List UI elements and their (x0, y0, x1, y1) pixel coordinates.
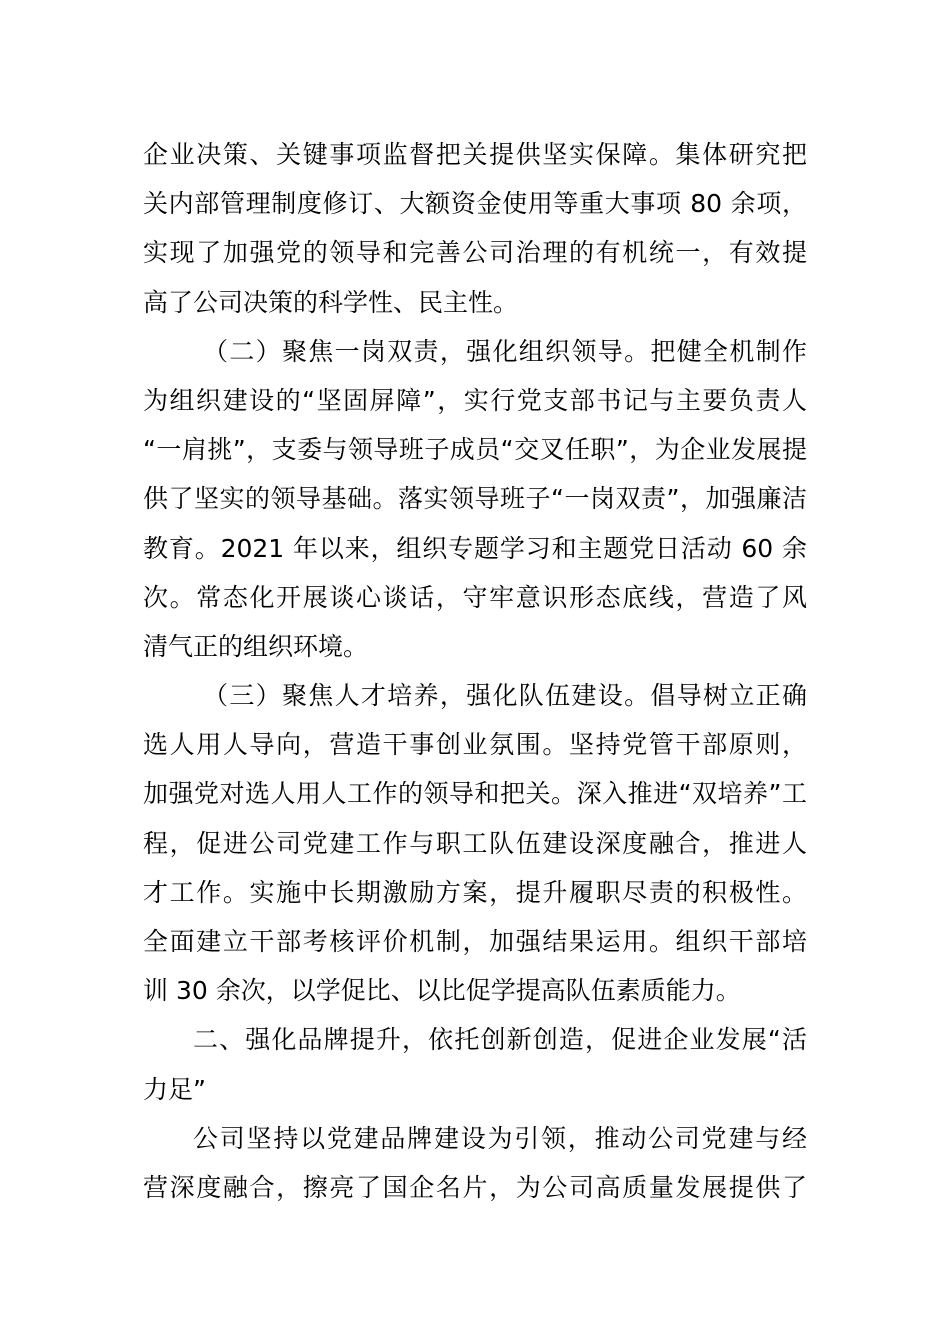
paragraph-2-line-2: 为组织建设的“坚固屏障”，实行党支部书记与主要负责人 (143, 385, 807, 415)
paragraph-1-line-3: 实现了加强党的领导和完善公司治理的有机统一，有效提 (143, 238, 807, 268)
paragraph-5-line-1: 公司坚持以党建品牌建设为引领，推动公司党建与经 (193, 1123, 807, 1153)
paragraph-1-line-1: 企业决策、关键事项监督把关提供坚实保障。集体研究把 (143, 140, 807, 169)
paragraph-5-line-2: 营深度融合，擦亮了国企名片，为公司高质量发展提供了 (143, 1172, 807, 1202)
paragraph-3-line-6: 全面建立干部考核评价机制，加强结果运用。组织干部培 (143, 927, 807, 956)
section-heading-line-1: 二、强化品牌提升，依托创新创造，促进企业发展“活 (193, 1025, 807, 1055)
document-body (143, 130, 807, 1212)
paragraph-2-line-6: 次。常态化开展谈心谈话，守牢意识形态底线，营造了风 (143, 582, 807, 612)
paragraph-2-line-7: 清气正的组织环境。 (143, 631, 369, 661)
paragraph-1-line-2: 关内部管理制度修订、大额资金使用等重大事项 80 余项， (143, 189, 807, 219)
section-heading-line-2: 力足” (143, 1074, 206, 1104)
paragraph-2-line-1: （二）聚焦一岗双责，强化组织领导。把健全机制作 (203, 336, 807, 366)
paragraph-1-line-4: 高了公司决策的科学性、民主性。 (143, 287, 519, 317)
paragraph-3-line-3: 加强党对选人用人工作的领导和把关。深入推进“双培养”工 (143, 779, 807, 809)
paragraph-2-line-5: 教育。2021 年以来，组织专题学习和主题党日活动 60 余 (143, 533, 807, 563)
paragraph-3-line-7: 训 30 余次，以学促比、以比促学提高队伍素质能力。 (143, 976, 741, 1006)
paragraph-3-line-2: 选人用人导向，营造干事创业氛围。坚持党管干部原则， (143, 730, 807, 760)
paragraph-3-line-5: 才工作。实施中长期激励方案，提升履职尽责的积极性。 (143, 877, 807, 907)
paragraph-2-line-4: 供了坚实的领导基础。落实领导班子“一岗双责”，加强廉洁 (143, 484, 807, 514)
paragraph-3-line-1: （三）聚焦人才培养，强化队伍建设。倡导树立正确 (203, 681, 807, 711)
paragraph-2-line-3: “一肩挑”，支委与领导班子成员“交叉任职”，为企业发展提 (143, 435, 807, 465)
paragraph-3-line-4: 程，促进公司党建工作与职工队伍建设深度融合，推进人 (143, 828, 807, 858)
